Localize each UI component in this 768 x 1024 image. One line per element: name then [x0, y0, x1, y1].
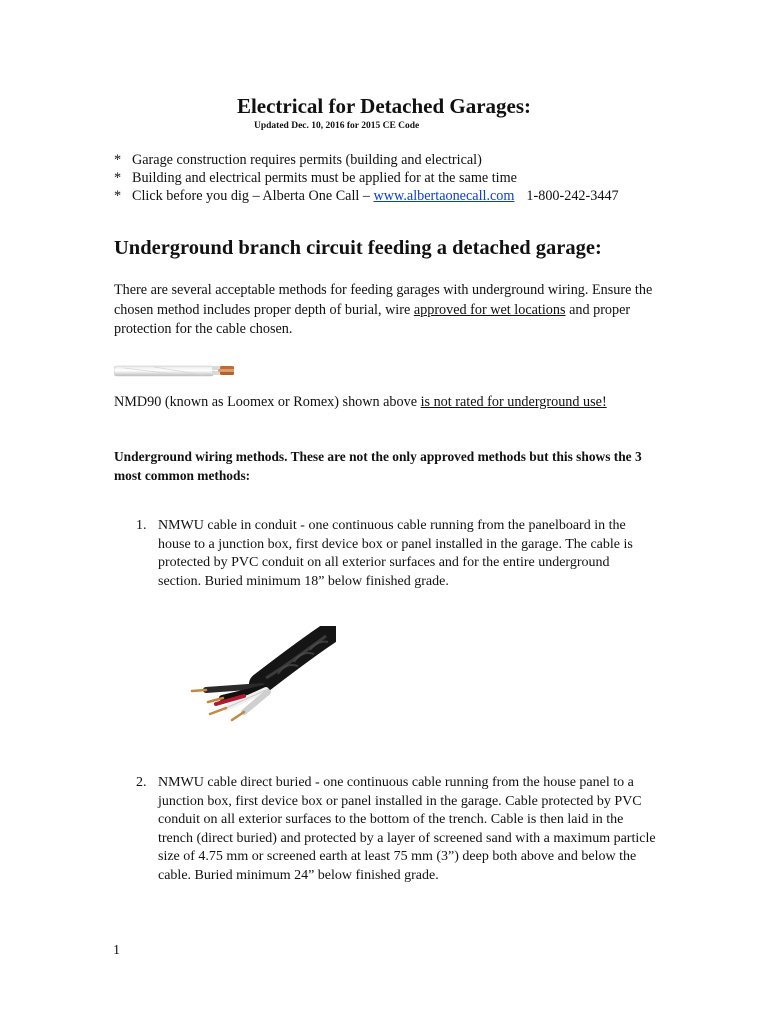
bullet-marker: *: [114, 188, 122, 204]
bullet-item: [114, 169, 619, 187]
list-item-number: 1.: [136, 518, 147, 533]
methods-intro: Underground wiring methods. These are not the only approved methods but this shows the 3 most common methods:: [114, 449, 642, 483]
nmd90-warning: is not rated for underground use!: [420, 394, 607, 410]
list-item: [136, 517, 656, 591]
list-item-number: 2.: [136, 775, 147, 790]
bullet-text: Building and electrical permits must be applied for at the same time: [132, 170, 517, 186]
bullet-item: [114, 187, 619, 205]
bullet-text: Click before you dig – Alberta One Call –: [132, 188, 374, 204]
intro-paragraph: [114, 281, 654, 340]
nmd90-note: [114, 394, 607, 411]
bullet-item: [114, 151, 619, 169]
bullet-marker: *: [114, 152, 122, 168]
bullet-list: [114, 151, 619, 205]
section-heading: Underground branch circuit feeding a detached garage:: [114, 237, 602, 259]
nmwu-cable-image: [186, 626, 336, 731]
list-item-text: NMWU cable direct buried - one continuous cable running from the house panel to a junction box, first device box or panel installed in the garage. Cable protected by PVC conduit on all exterior surfaces to the bottom of the trench. Cable is then laid in the trench (direct buried) and protected by a layer of screened sand with a maximum particle size of 4.75 mm or screened earth at least 75 mm (3”) deep both above and below the cable. Buried minimum 24” below finished grade.: [158, 775, 656, 883]
document-subtitle: Updated Dec. 10, 2016 for 2015 CE Code: [254, 121, 420, 131]
alberta-one-call-link[interactable]: www.albertaonecall.com: [373, 188, 515, 204]
intro-text-end: and proper protection for the cable chosen.: [114, 301, 631, 337]
document-title: Electrical for Detached Garages:: [236, 94, 532, 118]
nmd90-text: NMD90 (known as Loomex or Romex) shown above: [114, 394, 421, 410]
intro-text: There are several acceptable methods for feeding garages with underground wiring. Ensure the chosen method includes proper depth of burial, wire: [114, 282, 653, 318]
intro-underlined: approved for wet locations: [413, 301, 566, 318]
nmd90-cable-image: [114, 363, 238, 384]
list-item: [136, 774, 656, 885]
list-item-text: NMWU cable in conduit - one continuous cable running from the panelboard in the house to a junction box, first device box or panel installed in the garage. The cable is protected by PVC conduit on all exterior surfaces and for the entire underground section. Buried minimum 18” below finished grade.: [158, 518, 633, 589]
bullet-marker: *: [114, 170, 122, 186]
bullet-text: Garage construction requires permits (building and electrical): [132, 152, 482, 168]
page-number: 1: [113, 943, 120, 958]
phone-number: 1-800-242-3447: [526, 188, 619, 204]
